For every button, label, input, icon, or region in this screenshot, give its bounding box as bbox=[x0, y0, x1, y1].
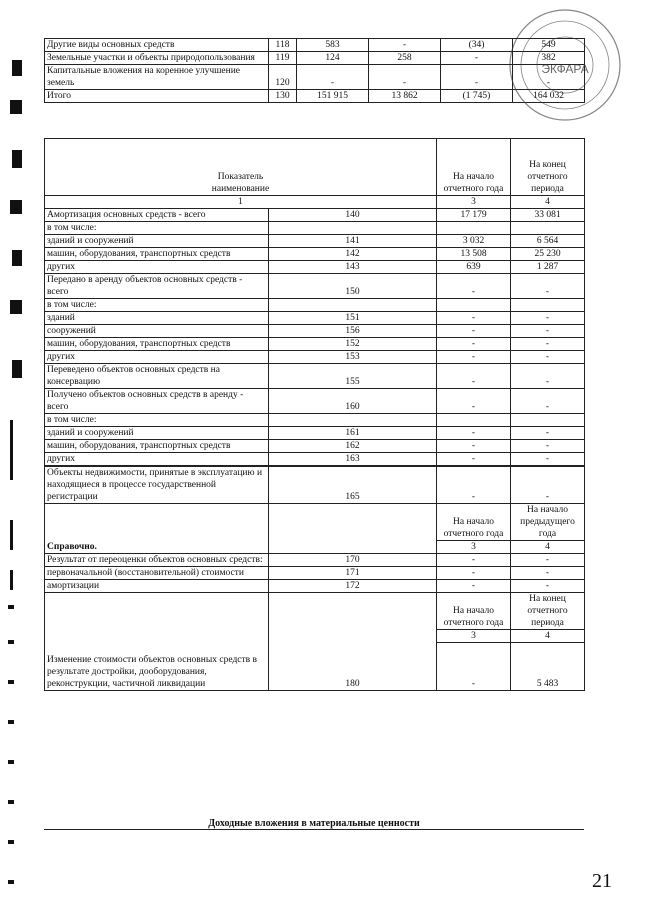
table-row bbox=[45, 273, 585, 298]
row-start-value: - bbox=[437, 363, 511, 388]
row-code: 170 bbox=[269, 553, 437, 566]
row-value: - bbox=[441, 65, 513, 90]
change-col-4: 4 bbox=[511, 629, 585, 642]
row-start-value: - bbox=[437, 388, 511, 413]
col-number-4: 4 bbox=[511, 195, 585, 208]
row-name: зданий и сооружений bbox=[45, 426, 269, 439]
row-code: 155 bbox=[269, 363, 437, 388]
col-number-1: 1 bbox=[45, 195, 437, 208]
section-divider bbox=[44, 829, 584, 830]
row-name: амортизации bbox=[45, 579, 269, 592]
row-start-value: - bbox=[437, 439, 511, 452]
row-end-value: - bbox=[511, 579, 585, 592]
row-code: 156 bbox=[269, 324, 437, 337]
row-code: 143 bbox=[269, 260, 437, 273]
row-code: 119 bbox=[269, 52, 297, 65]
table-row bbox=[45, 52, 585, 65]
table-row bbox=[45, 452, 585, 465]
row-code: 141 bbox=[269, 234, 437, 247]
change-row-start: - bbox=[437, 642, 511, 690]
row-name: Передано в аренду объектов основных средств - всего bbox=[45, 273, 269, 298]
row-end-value: 1 287 bbox=[511, 260, 585, 273]
row-end-value bbox=[511, 298, 585, 311]
change-col-3: 3 bbox=[437, 629, 511, 642]
row-start-value: - bbox=[437, 273, 511, 298]
row-start-value: - bbox=[437, 466, 511, 503]
row-code bbox=[269, 221, 437, 234]
header-indicator: Показатель bbox=[45, 139, 437, 183]
row-value: 549 bbox=[513, 39, 585, 52]
row-code: 151 bbox=[269, 311, 437, 324]
table-row bbox=[45, 260, 585, 273]
row-end-value: - bbox=[511, 350, 585, 363]
row-end-value: - bbox=[511, 324, 585, 337]
table-row bbox=[45, 234, 585, 247]
row-code bbox=[269, 413, 437, 426]
table-row bbox=[45, 413, 585, 426]
row-end-value: - bbox=[511, 388, 585, 413]
reference-start-year: На начало отчетного года bbox=[437, 503, 511, 540]
row-value: - bbox=[369, 65, 441, 90]
row-name: Переведено объектов основных средств на консервацию bbox=[45, 363, 269, 388]
row-name: Объекты недвижимости, принятые в эксплуатацию и находящиеся в процессе государственной регистрации bbox=[45, 466, 269, 503]
table-row bbox=[45, 221, 585, 234]
row-name: других bbox=[45, 350, 269, 363]
change-row-code: 180 bbox=[269, 592, 437, 690]
row-start-value: - bbox=[437, 337, 511, 350]
section-title: Доходные вложения в материальные ценности bbox=[208, 818, 420, 829]
reference-header-row bbox=[45, 503, 585, 540]
table-row bbox=[45, 208, 585, 221]
row-end-value: 6 564 bbox=[511, 234, 585, 247]
table-row bbox=[45, 337, 585, 350]
row-value: - bbox=[369, 39, 441, 52]
table-row-total bbox=[45, 90, 585, 103]
row-code bbox=[269, 298, 437, 311]
row-end-value: - bbox=[511, 311, 585, 324]
table-row bbox=[45, 426, 585, 439]
row-end-value bbox=[511, 221, 585, 234]
row-start-value: - bbox=[437, 579, 511, 592]
row-name: сооружений bbox=[45, 324, 269, 337]
table-row bbox=[45, 466, 585, 503]
reference-col-3: 3 bbox=[437, 540, 511, 553]
reference-start-prev-year: На начало предыдущего года bbox=[511, 503, 585, 540]
table-row bbox=[45, 350, 585, 363]
row-name: в том числе: bbox=[45, 298, 269, 311]
row-name: Амортизация основных средств - всего bbox=[45, 208, 269, 221]
row-value: 258 bbox=[369, 52, 441, 65]
table-row bbox=[45, 439, 585, 452]
reference-col-4: 4 bbox=[511, 540, 585, 553]
company-seal-stamp bbox=[508, 8, 622, 122]
header-start-period: На начало отчетного года bbox=[437, 139, 511, 196]
row-value: (1 745) bbox=[441, 90, 513, 103]
row-start-value: 639 bbox=[437, 260, 511, 273]
row-start-value: 17 179 bbox=[437, 208, 511, 221]
change-row-end: 5 483 bbox=[511, 642, 585, 690]
table-row bbox=[45, 566, 585, 579]
row-end-value: - bbox=[511, 466, 585, 503]
row-name: Получено объектов основных средств в аренду - всего bbox=[45, 388, 269, 413]
row-value: (34) bbox=[441, 39, 513, 52]
page-number: 21 bbox=[592, 870, 612, 892]
row-name: машин, оборудования, транспортных средств bbox=[45, 439, 269, 452]
row-end-value: - bbox=[511, 452, 585, 465]
row-start-value: 13 508 bbox=[437, 247, 511, 260]
row-start-value: - bbox=[437, 452, 511, 465]
row-name: зданий bbox=[45, 311, 269, 324]
row-code: 162 bbox=[269, 439, 437, 452]
row-name: первоначальной (восстановительной) стоимости bbox=[45, 566, 269, 579]
row-end-value: - bbox=[511, 363, 585, 388]
row-value: - bbox=[441, 52, 513, 65]
row-value: - bbox=[513, 65, 585, 90]
row-name: в том числе: bbox=[45, 221, 269, 234]
row-code: 152 bbox=[269, 337, 437, 350]
row-start-value: - bbox=[437, 350, 511, 363]
table-row bbox=[45, 65, 585, 90]
row-end-value: - bbox=[511, 337, 585, 350]
row-start-value: - bbox=[437, 566, 511, 579]
stamp-text: ЭКФАРА bbox=[541, 62, 589, 76]
reference-code-cell bbox=[269, 503, 437, 553]
row-start-value: - bbox=[437, 324, 511, 337]
row-code: 150 bbox=[269, 273, 437, 298]
row-end-value: 33 081 bbox=[511, 208, 585, 221]
table-row bbox=[45, 298, 585, 311]
row-end-value: 25 230 bbox=[511, 247, 585, 260]
table-row bbox=[45, 553, 585, 566]
fixed-assets-movement-table bbox=[44, 38, 585, 103]
row-code: 165 bbox=[269, 466, 437, 503]
change-row-name: Изменение стоимости объектов основных средств в результате достройки, дооборудования, реконструкции, частичной ликвидации bbox=[45, 592, 269, 690]
row-start-value: - bbox=[437, 553, 511, 566]
row-code: 172 bbox=[269, 579, 437, 592]
row-value: 13 862 bbox=[369, 90, 441, 103]
column-number-row bbox=[45, 195, 585, 208]
row-name: других bbox=[45, 260, 269, 273]
scan-binding-edge bbox=[0, 0, 32, 920]
row-code: 142 bbox=[269, 247, 437, 260]
table-row bbox=[45, 363, 585, 388]
row-name: машин, оборудования, транспортных средств bbox=[45, 247, 269, 260]
row-name: в том числе: bbox=[45, 413, 269, 426]
row-start-value: - bbox=[437, 426, 511, 439]
row-end-value bbox=[511, 413, 585, 426]
row-end-value: - bbox=[511, 439, 585, 452]
header-row bbox=[45, 139, 585, 183]
table-row bbox=[45, 39, 585, 52]
row-start-value bbox=[437, 298, 511, 311]
row-value: - bbox=[297, 65, 369, 90]
table-row bbox=[45, 311, 585, 324]
row-end-value: - bbox=[511, 426, 585, 439]
row-code: 120 bbox=[269, 65, 297, 90]
change-end-period: На конец отчетного периода bbox=[511, 592, 585, 629]
change-header-row bbox=[45, 592, 585, 629]
row-start-value: - bbox=[437, 311, 511, 324]
row-code: 153 bbox=[269, 350, 437, 363]
row-name: зданий и сооружений bbox=[45, 234, 269, 247]
row-start-value: 3 032 bbox=[437, 234, 511, 247]
row-code: 140 bbox=[269, 208, 437, 221]
header-end-period: На конец отчетного периода bbox=[511, 139, 585, 196]
row-code: 160 bbox=[269, 388, 437, 413]
row-name: Другие виды основных средств bbox=[45, 39, 269, 52]
row-name: Итого bbox=[45, 90, 269, 103]
row-value: 382 bbox=[513, 52, 585, 65]
reference-label: Справочно. bbox=[45, 503, 269, 553]
row-code: 130 bbox=[269, 90, 297, 103]
row-start-value bbox=[437, 221, 511, 234]
row-name: Земельные участки и объекты природопользования bbox=[45, 52, 269, 65]
row-end-value: - bbox=[511, 273, 585, 298]
row-value: 164 032 bbox=[513, 90, 585, 103]
row-start-value bbox=[437, 413, 511, 426]
row-code: 163 bbox=[269, 452, 437, 465]
row-name: машин, оборудования, транспортных средств bbox=[45, 337, 269, 350]
row-name: Капитальные вложения на коренное улучшение земель bbox=[45, 65, 269, 90]
row-code: 118 bbox=[269, 39, 297, 52]
table-row bbox=[45, 324, 585, 337]
row-code: 171 bbox=[269, 566, 437, 579]
table-row bbox=[45, 388, 585, 413]
table-row bbox=[45, 247, 585, 260]
row-code: 161 bbox=[269, 426, 437, 439]
row-value: 124 bbox=[297, 52, 369, 65]
row-end-value: - bbox=[511, 566, 585, 579]
row-name: Результат от переоценки объектов основных средств: bbox=[45, 553, 269, 566]
row-value: 583 bbox=[297, 39, 369, 52]
header-name-sub: наименование bbox=[45, 183, 437, 196]
row-value: 151 915 bbox=[297, 90, 369, 103]
table-row bbox=[45, 579, 585, 592]
depreciation-table bbox=[44, 138, 585, 691]
reference-rows bbox=[45, 553, 585, 592]
col-number-3: 3 bbox=[437, 195, 511, 208]
row-end-value: - bbox=[511, 553, 585, 566]
row-name: других bbox=[45, 452, 269, 465]
change-start-period: На начало отчетного года bbox=[437, 592, 511, 629]
depreciation-rows bbox=[45, 208, 585, 503]
